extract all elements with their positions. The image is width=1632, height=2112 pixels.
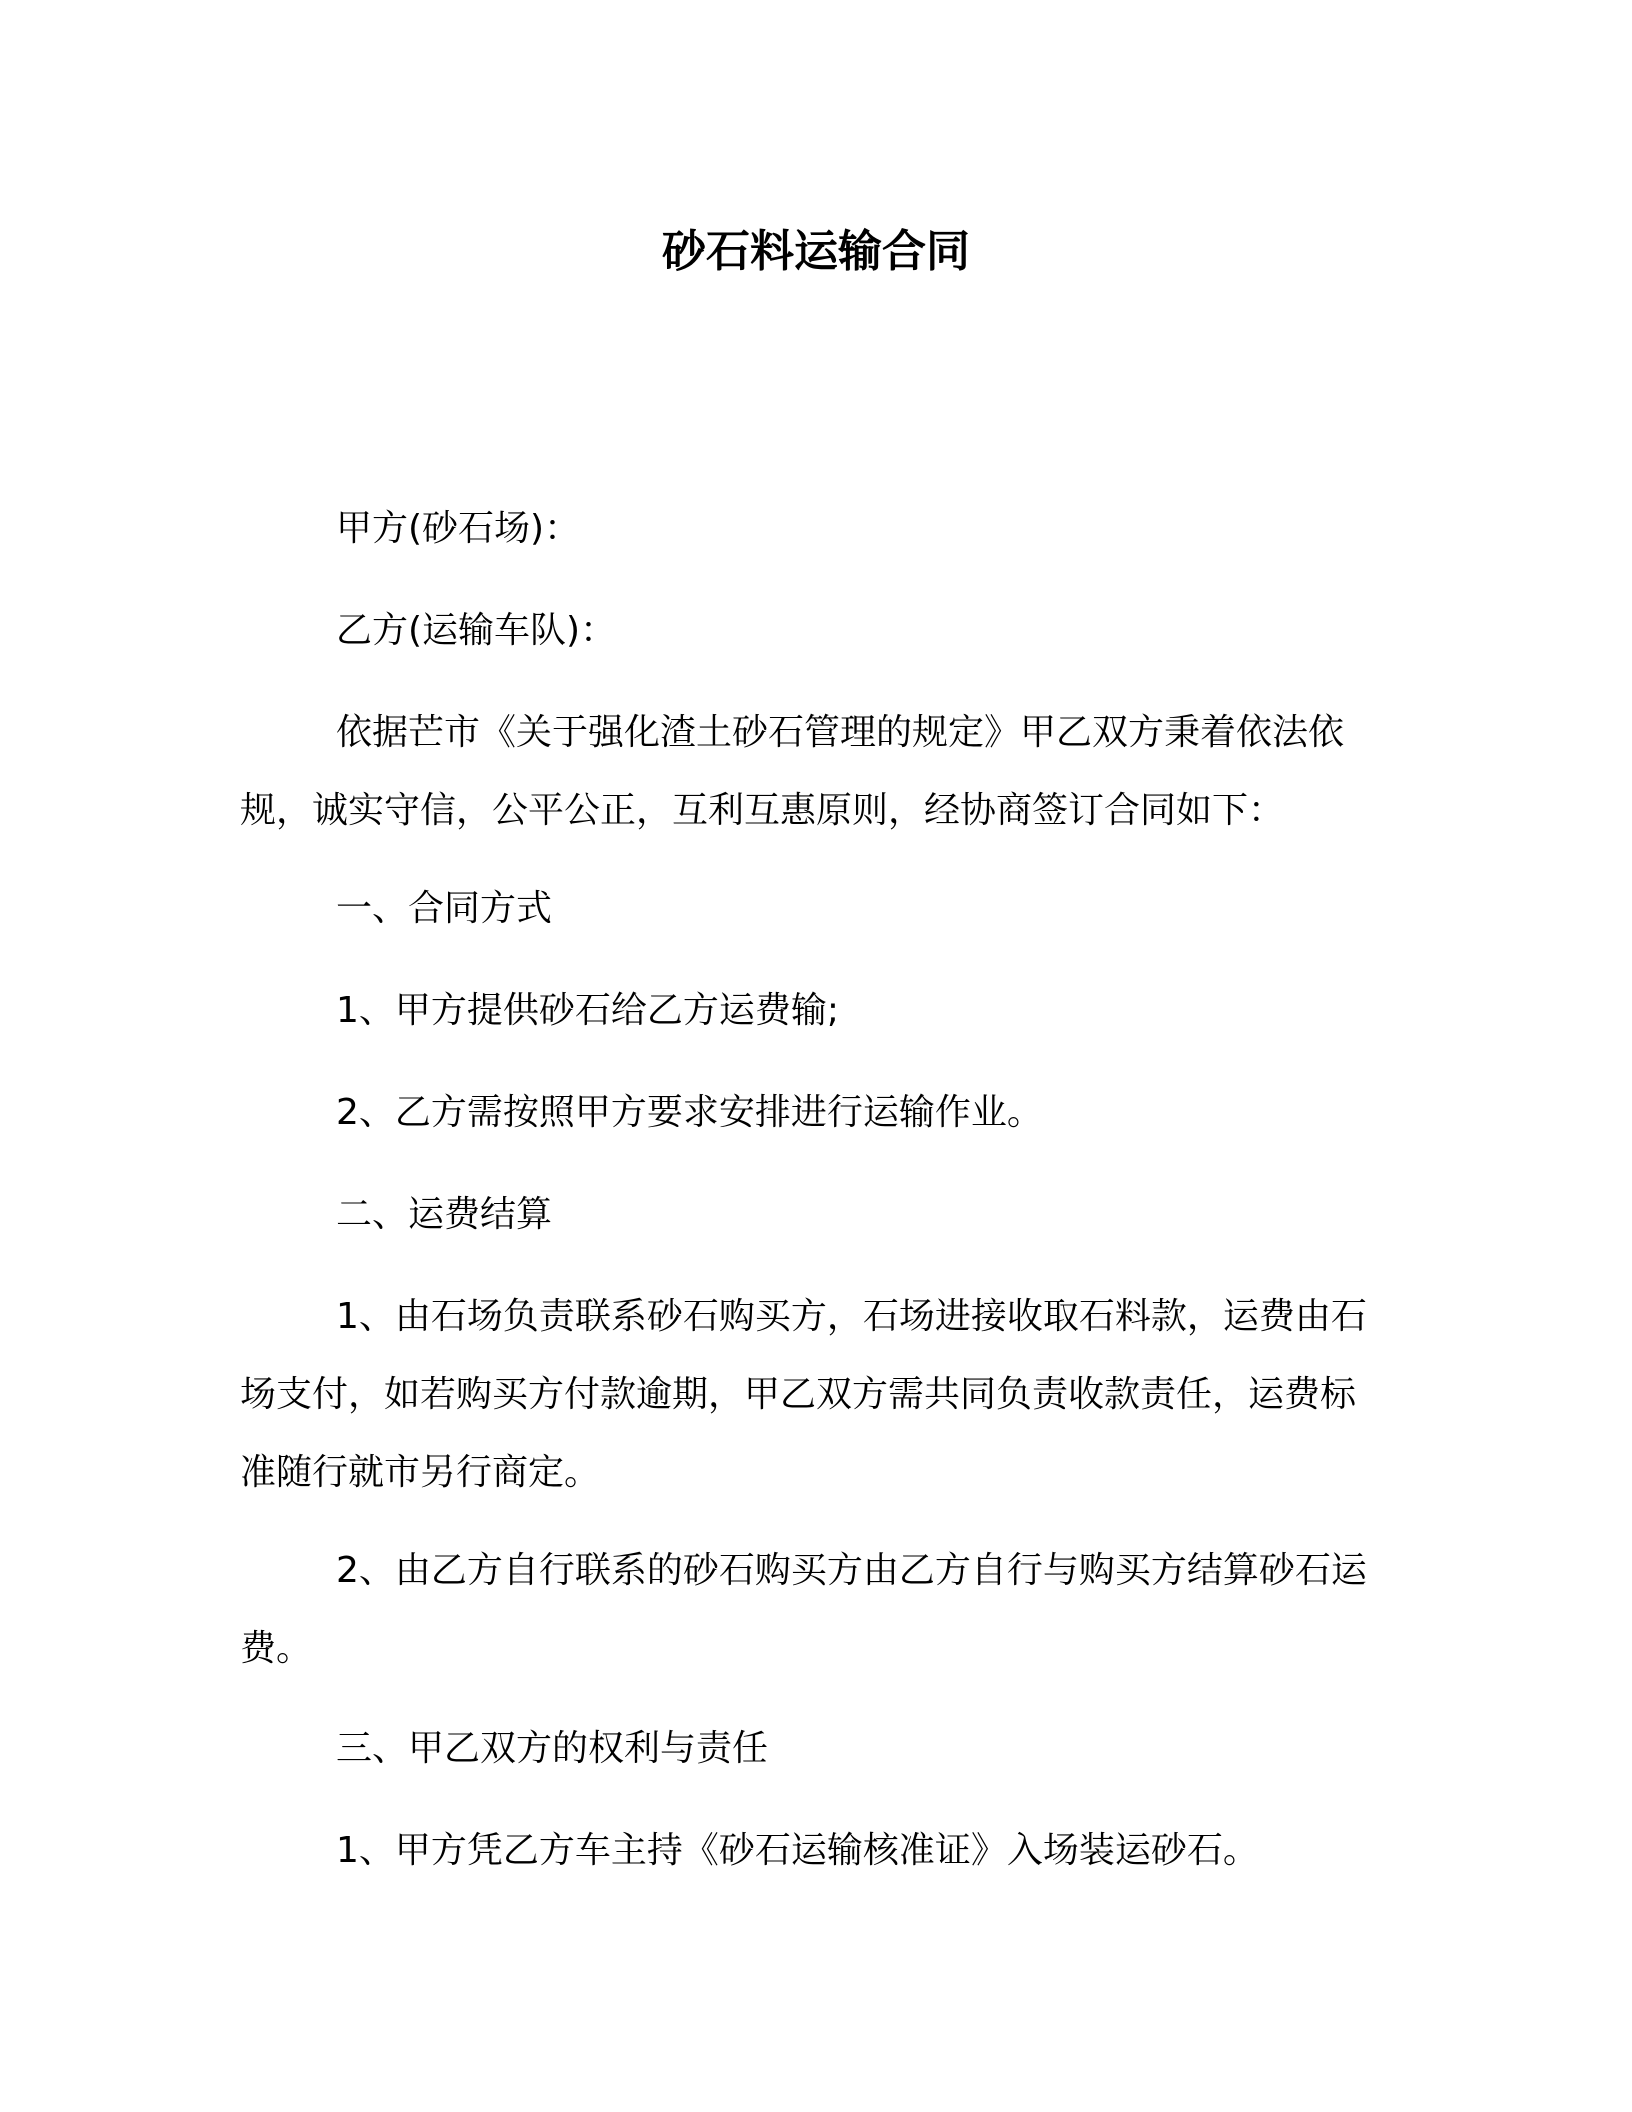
section-1-item-1: 1、甲方提供砂石给乙方运费输; bbox=[336, 990, 840, 1031]
section-2-item-2: 2、由乙方自行联系的砂石购买方由乙方自行与购买方结算砂石运费。 bbox=[240, 1550, 1367, 1669]
preamble-paragraph: 依据芒市《关于强化渣土砂石管理的规定》甲乙双方秉着依法依规，诚实守信，公平公正，互利互惠原则，经协商签订合同如下： bbox=[240, 712, 1345, 831]
party-b-line: 乙方(运输车队)： bbox=[336, 610, 617, 651]
section-1-item-2: 2、乙方需按照甲方要求安排进行运输作业。 bbox=[336, 1092, 1043, 1133]
section-2-heading: 二、运费结算 bbox=[336, 1194, 553, 1235]
section-2-item-1: 1、由石场负责联系砂石购买方，石场进接收取石料款，运费由石场支付，如若购买方付款逾期，甲乙双方需共同负责收款责任，运费标准随行就市另行商定。 bbox=[240, 1296, 1367, 1493]
section-3-item-1: 1、甲方凭乙方车主持《砂石运输核准证》入场装运砂石。 bbox=[336, 1830, 1259, 1871]
party-a-line: 甲方(砂石场)： bbox=[336, 508, 581, 549]
document-title: 砂石料运输合同 bbox=[662, 226, 970, 277]
section-3-heading: 三、甲乙双方的权利与责任 bbox=[336, 1728, 769, 1769]
section-1-heading: 一、合同方式 bbox=[336, 888, 553, 929]
